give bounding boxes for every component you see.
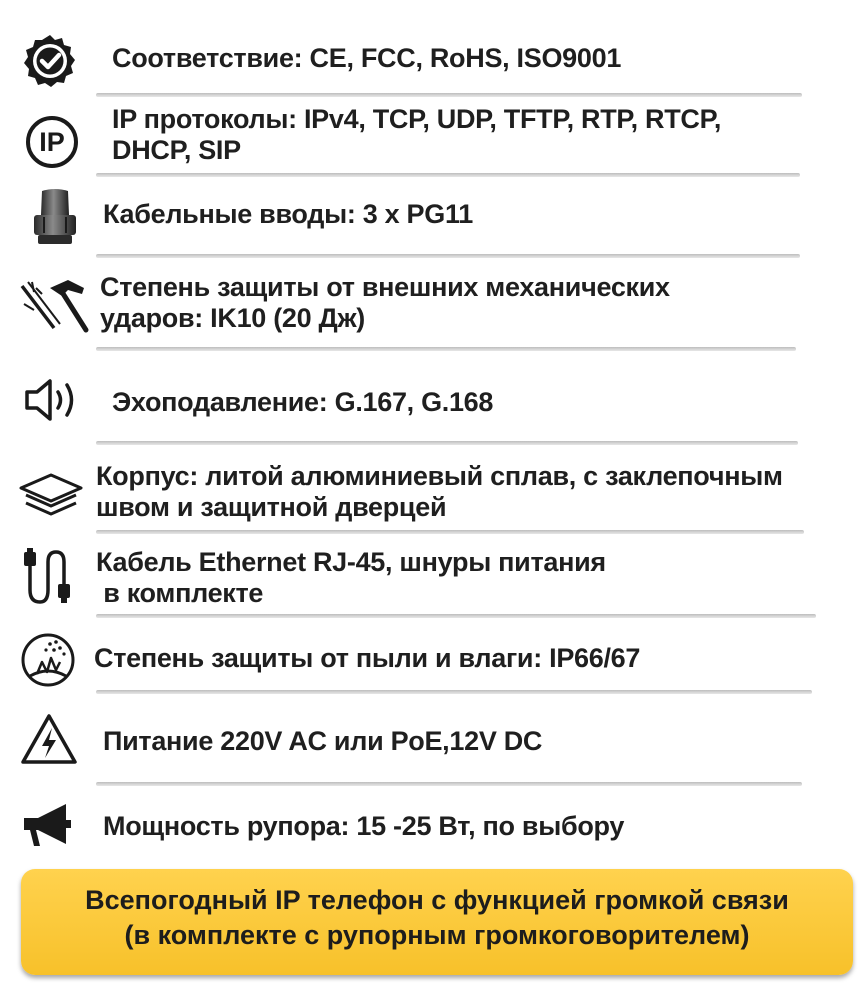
spec-impact-protection: Степень защиты от внешних механических ударов: IK10 (20 Дж) bbox=[100, 272, 670, 333]
layers-icon bbox=[18, 472, 84, 522]
certified-badge-icon bbox=[22, 33, 78, 89]
divider bbox=[96, 441, 798, 445]
spec-horn-power: Мощность рупора: 15 -25 Вт, по выбору bbox=[103, 811, 625, 841]
spec-dust-water-protection: Степень защиты от пыли и влаги: IP66/67 bbox=[94, 643, 641, 673]
cable-icon bbox=[20, 546, 76, 606]
ip-icon-label: IP bbox=[39, 127, 65, 157]
spec-cable-glands: Кабельные вводы: 3 x PG11 bbox=[103, 199, 473, 229]
high-voltage-icon bbox=[20, 712, 78, 766]
divider bbox=[96, 347, 796, 351]
megaphone-icon bbox=[20, 798, 76, 854]
spec-housing: Корпус: литой алюминиевый сплав, с заклепочным швом и защитной дверцей bbox=[96, 461, 783, 522]
spec-compliance: Соответствие: CE, FCC, RoHS, ISO9001 bbox=[112, 43, 622, 73]
product-banner bbox=[21, 869, 853, 975]
speaker-icon bbox=[24, 378, 88, 422]
dust-water-icon bbox=[20, 632, 76, 688]
divider bbox=[96, 254, 800, 258]
divider bbox=[96, 93, 802, 97]
spec-ip-protocols: IP протоколы: IPv4, TCP, UDP, TFTP, RTP, RTCP, DHCP, SIP bbox=[112, 104, 722, 165]
spec-cables: Кабель Ethernet RJ-45, шнуры питания в комплекте bbox=[96, 547, 606, 608]
cable-gland-icon bbox=[28, 187, 82, 247]
hammer-impact-icon bbox=[20, 278, 92, 334]
spec-echo-cancellation: Эхоподавление: G.167, G.168 bbox=[112, 387, 494, 417]
spec-power: Питание 220V AC или PoE,12V DC bbox=[103, 726, 543, 756]
divider bbox=[96, 614, 816, 618]
divider bbox=[96, 530, 804, 534]
divider bbox=[96, 173, 800, 177]
ip-icon bbox=[24, 114, 80, 170]
divider bbox=[96, 690, 812, 694]
banner-title: Всепогодный IP телефон с функцией громкой связи (в комплекте с рупорным громкоговорителем) bbox=[85, 885, 789, 950]
divider bbox=[96, 782, 802, 786]
